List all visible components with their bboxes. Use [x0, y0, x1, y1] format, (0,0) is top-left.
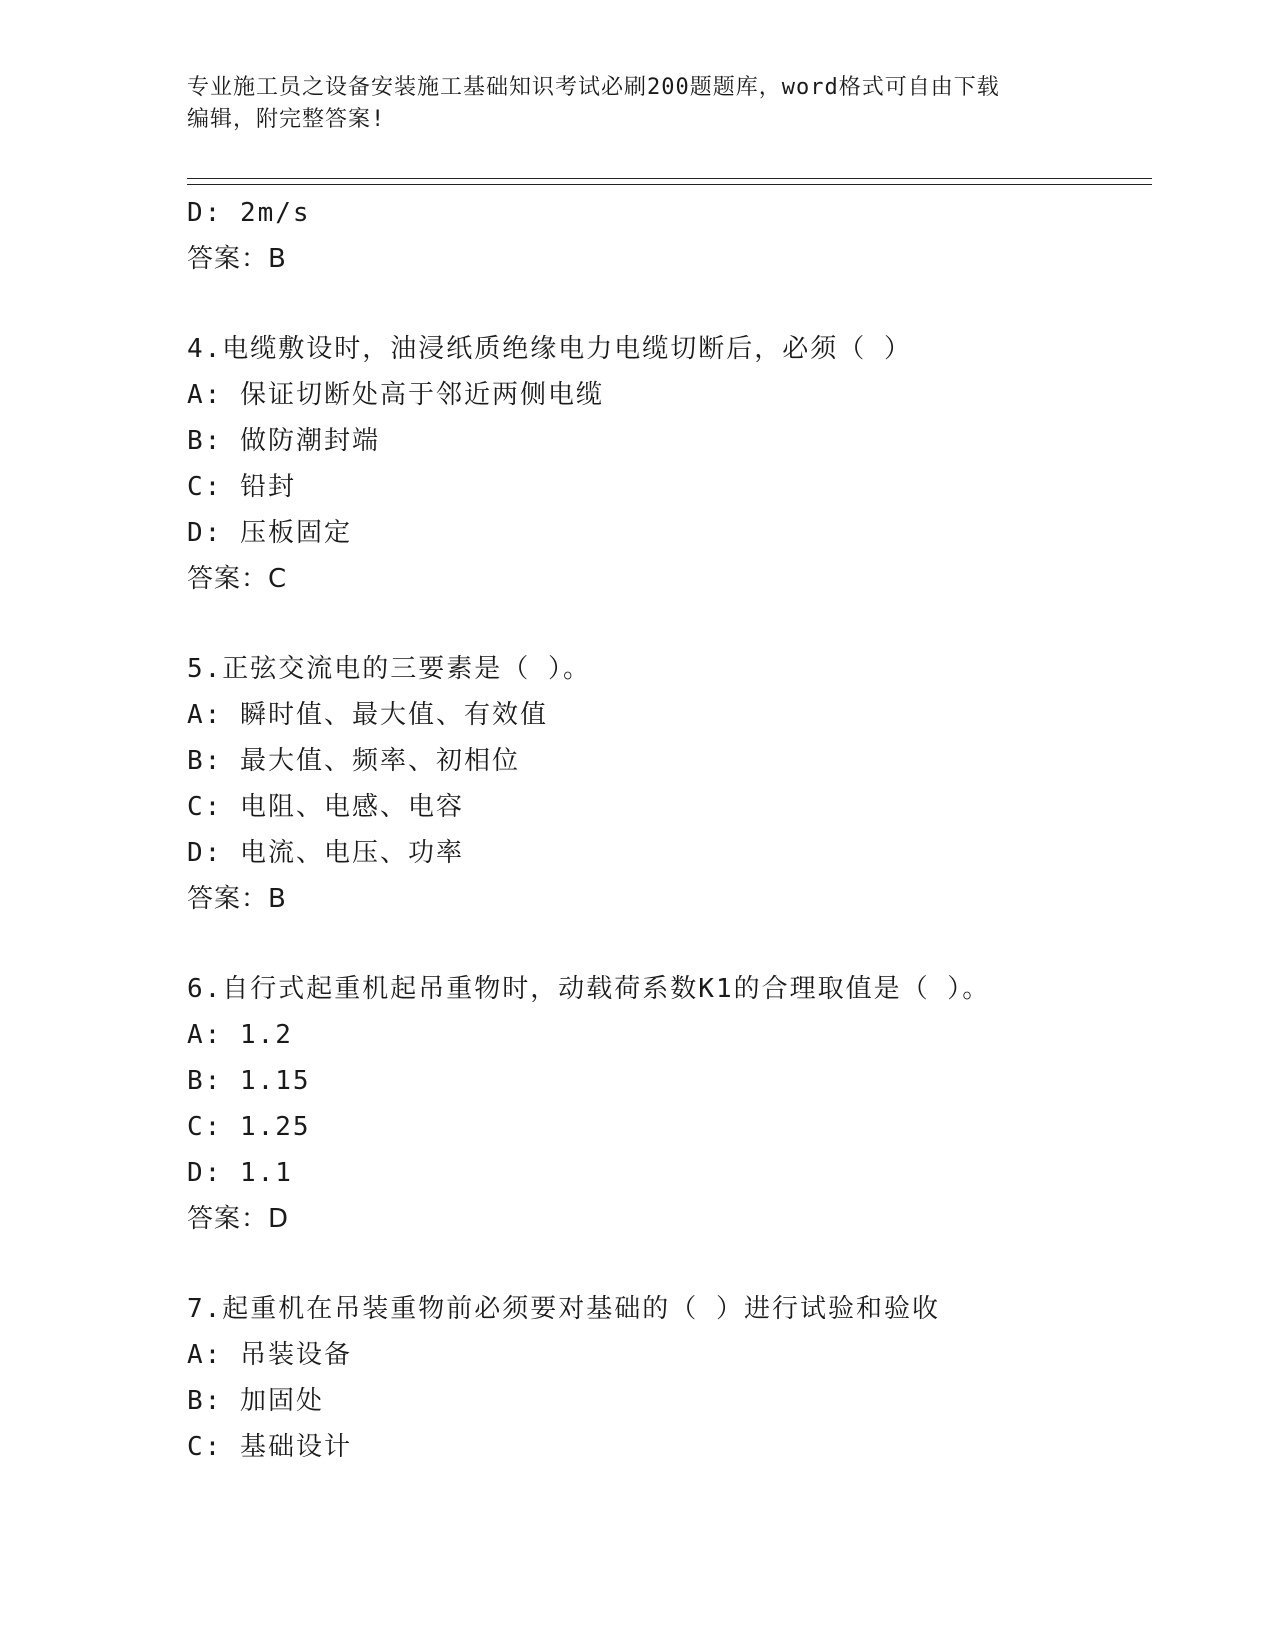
- document-header: [187, 72, 1087, 136]
- question-list: [187, 190, 1152, 1470]
- q4-option-d: D: 压板固定: [187, 518, 352, 548]
- q5-option-b: B: 最大值、频率、初相位: [187, 746, 520, 776]
- q5-option-c: C: 电阻、电感、电容: [187, 792, 464, 822]
- q5-option-d: D: 电流、电压、功率: [187, 838, 464, 868]
- q6-option-b: B: 1.15: [187, 1066, 311, 1096]
- q6-answer: 答案：D: [187, 1204, 290, 1234]
- q6-option-d: D: 1.1: [187, 1158, 293, 1188]
- q5-answer: 答案：B: [187, 884, 287, 914]
- q7-option-a: A: 吊装设备: [187, 1340, 352, 1370]
- q7-question: 7.起重机在吊装重物前必须要对基础的（ ）进行试验和验收: [187, 1294, 940, 1324]
- header-title-line-2: 编辑，附完整答案!: [187, 107, 386, 132]
- q7-option-b: B: 加固处: [187, 1386, 324, 1416]
- header-divider-bottom: [187, 184, 1152, 185]
- q6-option-a: A: 1.2: [187, 1020, 293, 1050]
- header-title-line-1: 专业施工员之设备安装施工基础知识考试必刷200题题库，word格式可自由下载: [187, 75, 1000, 100]
- q6-option-c: C: 1.25: [187, 1112, 311, 1142]
- q4-question: 4.电缆敷设时，油浸纸质绝缘电力电缆切断后，必须（ ）: [187, 334, 912, 364]
- q5-question: 5.正弦交流电的三要素是（ ）。: [187, 654, 591, 684]
- q3-answer: 答案：B: [187, 244, 287, 274]
- q5-option-a: A: 瞬时值、最大值、有效值: [187, 700, 548, 730]
- q4-answer: 答案：C: [187, 564, 288, 594]
- q4-option-b: B: 做防潮封端: [187, 426, 380, 456]
- q7-option-c: C: 基础设计: [187, 1432, 352, 1462]
- q6-question: 6.自行式起重机起吊重物时，动载荷系数K1的合理取值是（ ）。: [187, 974, 991, 1004]
- q3-option-d: D: 2m/s: [187, 198, 311, 228]
- q4-option-a: A: 保证切断处高于邻近两侧电缆: [187, 380, 604, 410]
- q4-option-c: C: 铅封: [187, 472, 296, 502]
- header-divider-top: [187, 178, 1152, 179]
